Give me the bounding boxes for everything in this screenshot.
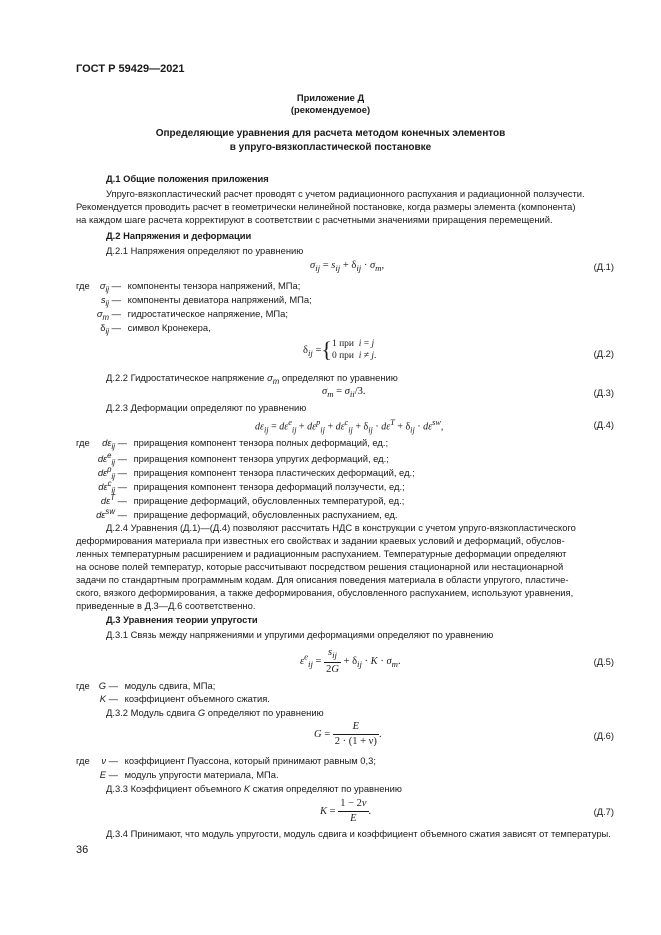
def-sigma-ij: $\sigma_{ij}$ — компоненты тензора напряжений, МПа; (99, 280, 301, 294)
equation-d7: K = $\frac{1 - 2\nu}{E}$ . (320, 798, 372, 825)
equation-d5: $\varepsilon^e_{ij}$ = $\frac{s_{ij}}{2G}$ + $\delta_{ij} \cdot K \cdot \sigma_m$. (300, 647, 401, 675)
equation-d1: $\sigma_{ij} = s_{ij} + \delta_{ij} \cdot \sigma_m$, (310, 260, 385, 274)
appendix-title: Приложение Д (296, 92, 365, 103)
section-d1-para-line1: Упруго-вязкопластический расчет проводят с учетом радиационного распухания и радиационной ползучести. (106, 188, 585, 199)
equation-d1-number: (Д.1) (593, 261, 614, 272)
standard-number: ГОСТ Р 59429—2021 (76, 63, 185, 75)
def-e: E — модуль упругости материала, МПа. (99, 769, 279, 780)
equation-d4: $d\varepsilon_{ij} = d\varepsilon^e_{ij} + d\varepsilon^p_{ij} + d\varepsilon^c_{ij} + \delta_{ij} \cdot d\varepsilon^T + \delta_{ij} \cdot d\varepsilon^{sw}$, (255, 418, 444, 435)
equation-d3: $\sigma_m = \sigma_{ii}/3$. (322, 386, 366, 400)
section-d2-4-line7: приведенные в Д.3—Д.6 соответственно. (76, 600, 256, 611)
equation-d4-number: (Д.4) (593, 419, 614, 430)
appendix-heading-line1: Определяющие уравнения для расчета методом конечных элементов (155, 128, 506, 139)
equation-d7-number: (Д.7) (593, 806, 614, 817)
where-label-1: где (76, 280, 90, 291)
section-d3-3-text: Д.3.3 Коэффициент объемного K сжатия определяют по уравнению (106, 783, 402, 794)
page-number: 36 (76, 844, 89, 856)
section-d3-4-text: Д.3.4 Принимают, что модуль упругости, модуль сдвига и коэффициент объемного сжатия зависят от температуры. (106, 828, 611, 839)
section-d1-para-line2: Рекомендуется проводить расчет в геометрически нелинейной постановке, когда размеры элемента (компонента) (76, 201, 576, 212)
equation-d2-number: (Д.2) (593, 348, 614, 359)
appendix-subtitle: (рекомендуемое) (290, 104, 371, 115)
appendix-heading-line2: в упруго-вязкопластической постановке (229, 142, 432, 153)
equation-d3-number: (Д.3) (593, 387, 614, 398)
def-d-eps-c: $d\varepsilon^c_{ij}$ — приращения компонент тензора деформаций ползучести, ед.; (98, 479, 405, 495)
def-d-eps-t: $d\varepsilon^T$ — приращение деформаций, обусловленных температурой, ед.; (100, 493, 405, 507)
equation-d5-number: (Д.5) (593, 656, 614, 667)
section-d2-4-line3: ленных температурным расширением и радиационным распуханием. Температурные деформации определяют (76, 548, 567, 559)
section-d2-4-line5: задачи по стандартным программным кодам. Для описания поведения материала в области упругого, пластиче- (76, 574, 569, 585)
def-delta-ij: $\delta_{ij}$ — символ Кронекера, (100, 322, 211, 336)
section-d1-para-line3: на каждом шаге расчета корректируют в соответствии с расчетными значениями приращения перемещений. (76, 214, 553, 225)
section-d2-2-text: Д.2.2 Гидростатическое напряжение $\sigma_m$ определяют по уравнению (106, 372, 398, 386)
where-label-4: где (76, 755, 90, 766)
section-d3-1-text: Д.3.1 Связь между напряжениями и упругими деформациями определяют по уравнению (106, 629, 494, 640)
section-d2-1-text: Д.2.1 Напряжения определяют по уравнению (106, 245, 304, 256)
def-s-ij: $s_{ij}$ — компоненты девиатора напряжений, МПа; (100, 294, 312, 308)
equation-d6: G = $\frac{E}{2 \cdot (1 + \nu)}$ . (314, 721, 382, 748)
equation-d6-number: (Д.6) (593, 730, 614, 741)
def-k: K — коэффициент объемного сжатия. (99, 693, 270, 704)
def-d-eps-p: $d\varepsilon^p_{ij}$ — приращения компонент тензора пластических деформаций, ед.; (97, 465, 415, 481)
def-d-eps-e: $d\varepsilon^e_{ij}$ — приращения компонент тензора упругих деформаций, ед.; (97, 451, 389, 467)
section-d2-title: Д.2 Напряжения и деформации (106, 230, 252, 241)
where-label-2: где (76, 437, 90, 448)
section-d2-4-line6: ского, вязкого деформирования, а также деформирования, обусловленного распуханием, используют уравнения, (76, 587, 574, 598)
def-sigma-m: $\sigma_m$ — гидростатическое напряжение, МПа; (96, 308, 288, 322)
def-g: G — модуль сдвига, МПа; (98, 680, 216, 691)
where-label-3: где (76, 680, 90, 691)
def-d-eps-ij: $d\varepsilon_{ij}$ — приращения компонент тензора полных деформаций, ед.; (102, 437, 389, 451)
section-d2-4-line4: на основе полей температур, которые рассчитывают посредством решения стационарной или нестационарной (76, 561, 564, 572)
def-d-eps-sw: $d\varepsilon^{sw}$ — приращение деформаций, обусловленных распуханием, ед. (96, 507, 398, 521)
section-d2-3-text: Д.2.3 Деформации определяют по уравнению (106, 402, 307, 413)
equation-d2: $\delta_{ij} =\{1$ при i = j 0 при i ≠ j. (303, 337, 377, 363)
section-d2-4-line2: деформирования материала при известных его свойствах и задании краевых условий и деформаций, обуслов- (76, 535, 565, 546)
section-d3-title: Д.3 Уравнения теории упругости (106, 614, 258, 625)
def-nu: ν — коэффициент Пуассона, который принимают равным 0,3; (101, 755, 376, 766)
section-d3-2-text: Д.3.2 Модуль сдвига G определяют по уравнению (106, 707, 324, 718)
section-d2-4-line1: Д.2.4 Уравнения (Д.1)—(Д.4) позволяют рассчитать НДС в конструкции с учетом упруго-вязкопластического (106, 522, 576, 533)
section-d1-title: Д.1 Общие положения приложения (106, 173, 269, 184)
